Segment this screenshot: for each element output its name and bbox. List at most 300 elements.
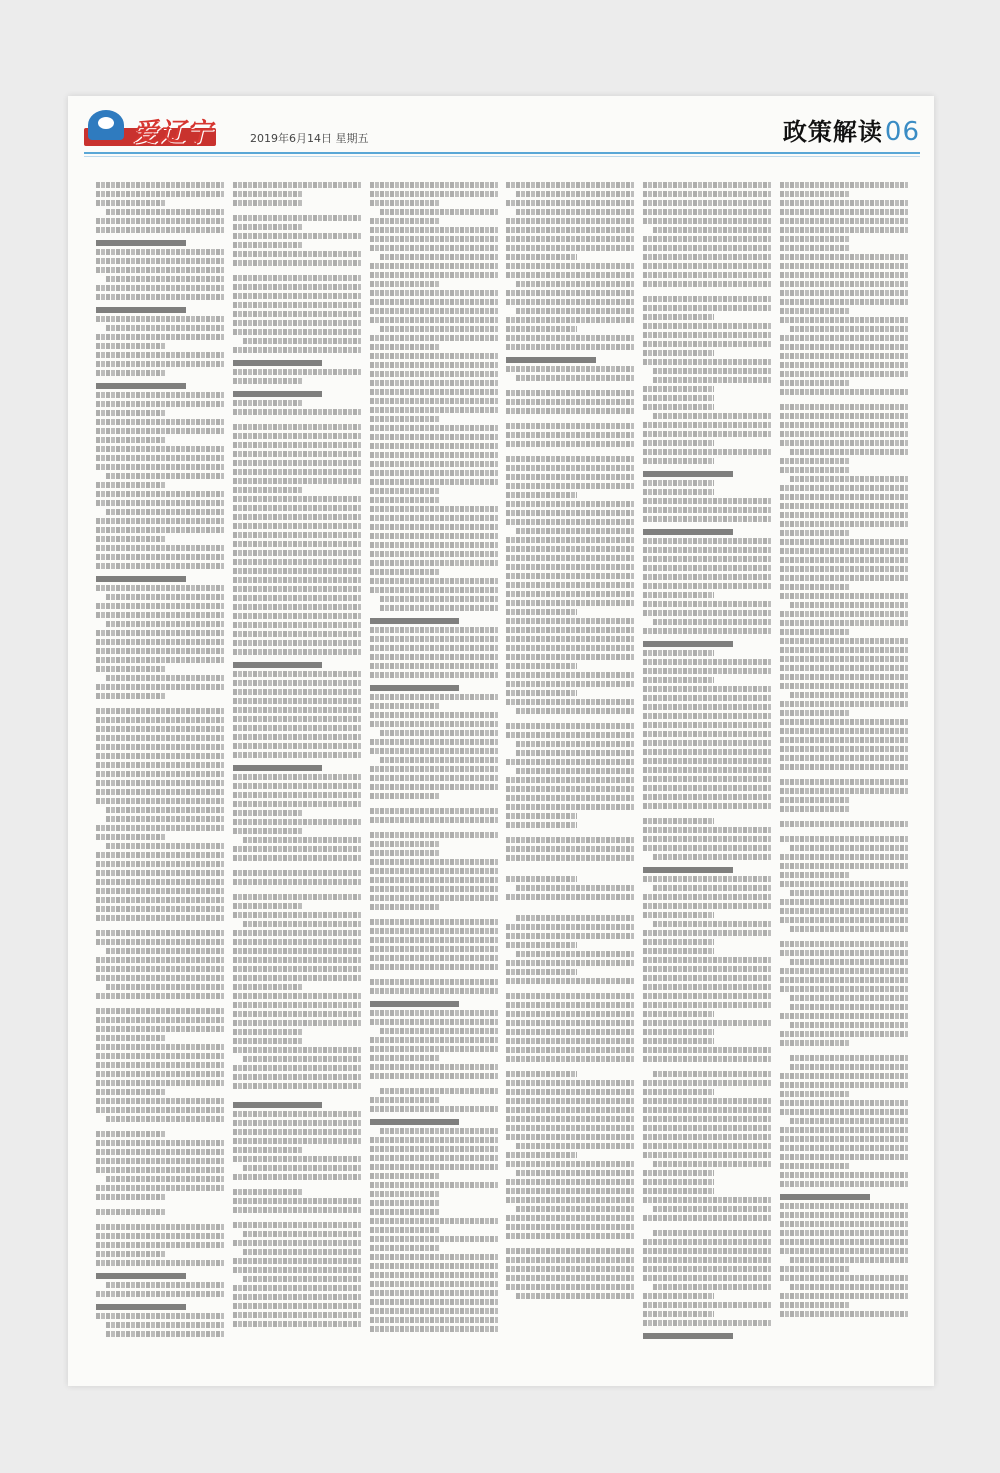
text-line xyxy=(370,362,498,368)
text-line xyxy=(233,1083,361,1089)
text-line xyxy=(233,469,361,475)
text-line xyxy=(643,628,771,634)
text-line xyxy=(780,629,850,635)
text-line xyxy=(653,1284,771,1290)
text-line xyxy=(370,694,498,700)
text-line xyxy=(233,284,361,290)
text-line xyxy=(96,639,224,645)
text-line xyxy=(96,930,224,936)
text-line xyxy=(643,1215,771,1221)
text-line xyxy=(780,1239,908,1245)
text-line xyxy=(506,1233,634,1239)
text-line xyxy=(370,645,498,651)
text-line xyxy=(643,507,771,513)
text-line xyxy=(643,1011,713,1017)
text-line xyxy=(233,1240,361,1246)
text-line xyxy=(506,786,634,792)
text-line xyxy=(370,979,498,985)
text-line xyxy=(96,798,224,804)
text-line xyxy=(780,779,908,785)
text-line xyxy=(780,986,908,992)
text-line xyxy=(643,281,771,287)
text-line xyxy=(96,1242,224,1248)
subheading-line xyxy=(233,1102,323,1108)
text-line xyxy=(370,1308,498,1314)
text-line xyxy=(96,1017,224,1023)
text-line xyxy=(780,539,908,545)
text-line xyxy=(780,1212,908,1218)
text-line xyxy=(780,836,908,842)
text-line xyxy=(233,879,361,885)
text-line xyxy=(370,775,498,781)
text-line xyxy=(506,317,634,323)
text-line xyxy=(780,1293,908,1299)
text-line xyxy=(780,1145,908,1151)
text-line xyxy=(506,1047,634,1053)
text-line xyxy=(516,1143,634,1149)
text-line xyxy=(106,807,224,813)
text-line xyxy=(233,1189,303,1195)
text-line xyxy=(370,1254,498,1260)
text-line xyxy=(370,1272,498,1278)
text-line xyxy=(780,431,908,437)
text-line xyxy=(643,1056,771,1062)
text-line xyxy=(506,1197,634,1203)
text-line xyxy=(106,276,224,282)
text-line xyxy=(780,710,850,716)
text-line xyxy=(370,560,498,566)
text-line xyxy=(506,1056,634,1062)
text-line xyxy=(370,946,498,952)
text-line xyxy=(780,638,908,644)
text-line xyxy=(506,759,634,765)
text-line xyxy=(643,939,713,945)
text-line xyxy=(96,1251,166,1257)
text-line xyxy=(233,698,361,704)
text-line xyxy=(643,610,771,616)
text-line xyxy=(233,191,303,197)
text-line xyxy=(643,1302,771,1308)
text-line xyxy=(370,281,440,287)
text-line xyxy=(370,784,498,790)
text-line xyxy=(506,993,634,999)
text-line xyxy=(506,492,576,498)
text-line xyxy=(96,657,224,663)
text-line xyxy=(233,846,361,852)
text-line xyxy=(96,1098,224,1104)
text-line xyxy=(643,583,771,589)
text-line xyxy=(516,708,634,714)
text-line xyxy=(96,957,224,963)
text-line xyxy=(96,446,224,452)
text-line xyxy=(233,329,361,335)
text-line xyxy=(506,390,634,396)
text-line xyxy=(233,1120,361,1126)
text-line xyxy=(643,993,771,999)
text-line xyxy=(643,794,771,800)
text-line xyxy=(96,708,224,714)
text-line xyxy=(506,1134,634,1140)
text-line xyxy=(370,389,498,395)
text-line xyxy=(643,592,713,598)
text-line xyxy=(233,251,361,257)
text-line xyxy=(643,305,771,311)
text-line xyxy=(790,1022,908,1028)
text-line xyxy=(106,1282,224,1288)
text-line xyxy=(780,593,908,599)
text-line xyxy=(233,1047,361,1053)
text-line xyxy=(780,764,908,770)
text-line xyxy=(96,437,166,443)
text-line xyxy=(780,1311,908,1317)
text-line xyxy=(370,955,498,961)
text-line xyxy=(643,912,713,918)
text-line xyxy=(643,480,713,486)
subheading-line xyxy=(643,529,733,535)
section-title: 政策解读 xyxy=(782,118,883,146)
text-line xyxy=(370,1227,440,1233)
text-line xyxy=(780,746,908,752)
text-line xyxy=(516,191,634,197)
subheading-line xyxy=(506,357,596,363)
text-line xyxy=(96,735,224,741)
text-line xyxy=(506,537,634,543)
text-line xyxy=(643,785,771,791)
text-line xyxy=(233,577,361,583)
text-line xyxy=(780,728,908,734)
text-line xyxy=(233,604,361,610)
text-line xyxy=(780,380,850,386)
text-line xyxy=(370,353,498,359)
text-line xyxy=(780,1091,850,1097)
text-line xyxy=(370,1173,440,1179)
text-line xyxy=(780,1248,908,1254)
text-line xyxy=(516,1293,634,1299)
text-line xyxy=(653,1230,771,1236)
text-line xyxy=(790,476,908,482)
text-line xyxy=(233,1285,361,1291)
text-line xyxy=(370,663,498,669)
text-line xyxy=(506,399,634,405)
text-line xyxy=(643,1266,771,1272)
text-line xyxy=(780,467,850,473)
text-line xyxy=(790,1284,908,1290)
text-line xyxy=(380,254,498,260)
text-line xyxy=(233,912,361,918)
text-line xyxy=(96,603,224,609)
text-line xyxy=(780,521,908,527)
text-line xyxy=(370,904,440,910)
text-line xyxy=(653,1161,771,1167)
text-line xyxy=(506,227,634,233)
text-line xyxy=(506,942,576,948)
text-line xyxy=(506,924,634,930)
text-line xyxy=(780,1109,908,1115)
text-line xyxy=(790,326,908,332)
text-line xyxy=(643,565,771,571)
newspaper-page xyxy=(68,96,934,1386)
text-line xyxy=(96,726,224,732)
text-line xyxy=(96,200,166,206)
text-line xyxy=(96,717,224,723)
text-line xyxy=(780,272,908,278)
text-line xyxy=(370,895,498,901)
text-line xyxy=(643,489,713,495)
text-line xyxy=(643,272,771,278)
text-line xyxy=(380,757,498,763)
text-line xyxy=(643,431,771,437)
text-line xyxy=(780,620,908,626)
text-line xyxy=(370,817,498,823)
text-line xyxy=(233,1029,303,1035)
text-line xyxy=(96,428,224,434)
text-line xyxy=(370,1055,440,1061)
text-line xyxy=(506,335,634,341)
text-line xyxy=(96,334,224,340)
text-line xyxy=(370,1064,498,1070)
article-columns xyxy=(96,182,908,1362)
text-line xyxy=(643,1188,713,1194)
text-line xyxy=(643,876,771,882)
text-line xyxy=(233,1321,361,1327)
text-line xyxy=(96,554,224,560)
text-line xyxy=(780,353,908,359)
text-line xyxy=(370,1073,498,1079)
text-line xyxy=(506,1284,634,1290)
text-line xyxy=(506,777,634,783)
text-line xyxy=(96,1080,224,1086)
text-line xyxy=(780,719,908,725)
text-line xyxy=(370,407,498,413)
text-line xyxy=(370,317,498,323)
text-line xyxy=(233,1011,361,1017)
text-line xyxy=(643,449,771,455)
text-line xyxy=(370,470,498,476)
text-line xyxy=(643,1089,713,1095)
text-line xyxy=(506,344,634,350)
text-line xyxy=(96,630,224,636)
text-line xyxy=(233,810,303,816)
text-line xyxy=(516,528,634,534)
text-line xyxy=(96,1089,166,1095)
subheading-line xyxy=(96,307,186,313)
text-line xyxy=(370,703,440,709)
text-line xyxy=(370,712,498,718)
text-line xyxy=(643,803,771,809)
text-line xyxy=(370,832,498,838)
text-line xyxy=(643,200,771,206)
text-line xyxy=(96,771,224,777)
text-line xyxy=(96,191,224,197)
text-line xyxy=(506,1125,634,1131)
text-line xyxy=(506,636,634,642)
text-line xyxy=(653,921,771,927)
article-column-5 xyxy=(643,182,771,1362)
text-line xyxy=(780,1172,908,1178)
text-line xyxy=(380,605,498,611)
text-line xyxy=(370,1326,498,1332)
text-line xyxy=(516,308,634,314)
text-line xyxy=(370,1046,498,1052)
text-line xyxy=(96,1026,224,1032)
text-line xyxy=(233,200,303,206)
text-line xyxy=(233,783,361,789)
text-line xyxy=(643,827,771,833)
text-line xyxy=(506,272,634,278)
text-line xyxy=(643,1239,771,1245)
text-line xyxy=(643,1170,713,1176)
subheading-line xyxy=(370,685,460,691)
text-line xyxy=(96,870,224,876)
text-line xyxy=(780,755,908,761)
subheading-line xyxy=(233,360,323,366)
text-line xyxy=(643,957,771,963)
text-line xyxy=(233,1207,361,1213)
text-line xyxy=(96,518,224,524)
text-line xyxy=(780,881,908,887)
text-line xyxy=(96,1008,224,1014)
text-line xyxy=(790,995,908,1001)
text-line xyxy=(780,182,908,188)
text-line xyxy=(233,1156,361,1162)
text-line xyxy=(96,392,224,398)
text-line xyxy=(780,872,850,878)
text-line xyxy=(106,984,224,990)
header-rule xyxy=(84,152,920,154)
text-line xyxy=(653,368,771,374)
text-line xyxy=(780,1100,908,1106)
text-line xyxy=(233,819,361,825)
text-line xyxy=(643,659,771,665)
text-line xyxy=(96,419,224,425)
text-line xyxy=(370,1209,440,1215)
text-line xyxy=(96,182,224,188)
text-line xyxy=(643,984,771,990)
text-line xyxy=(643,1107,771,1113)
text-line xyxy=(506,432,634,438)
text-line xyxy=(380,596,498,602)
text-line xyxy=(516,951,634,957)
article-column-2 xyxy=(233,182,361,1362)
article-column-3 xyxy=(370,182,498,1362)
text-line xyxy=(96,343,166,349)
text-line xyxy=(506,245,634,251)
text-line xyxy=(643,236,771,242)
text-line xyxy=(506,1152,576,1158)
text-line xyxy=(370,766,498,772)
text-line xyxy=(370,1236,498,1242)
text-line xyxy=(96,684,224,690)
text-line xyxy=(643,1152,771,1158)
text-line xyxy=(506,1038,634,1044)
text-line xyxy=(643,386,713,392)
text-line xyxy=(233,433,361,439)
text-line xyxy=(233,680,361,686)
text-line xyxy=(643,314,713,320)
text-line xyxy=(96,1044,224,1050)
text-line xyxy=(233,1074,361,1080)
text-line xyxy=(233,613,361,619)
text-line xyxy=(506,1029,634,1035)
text-line xyxy=(106,816,224,822)
text-line xyxy=(506,723,634,729)
text-line xyxy=(370,1281,498,1287)
text-line xyxy=(106,675,224,681)
text-line xyxy=(643,245,771,251)
article-column-4 xyxy=(506,182,634,1362)
text-line xyxy=(506,582,634,588)
text-line xyxy=(96,693,166,699)
text-line xyxy=(790,1118,908,1124)
text-line xyxy=(370,398,498,404)
text-line xyxy=(653,885,771,891)
text-line xyxy=(370,654,498,660)
text-line xyxy=(96,1260,224,1266)
text-line xyxy=(506,510,634,516)
text-line xyxy=(643,458,713,464)
text-line xyxy=(780,950,908,956)
text-line xyxy=(370,1299,498,1305)
text-line xyxy=(233,559,361,565)
text-line xyxy=(96,294,224,300)
text-line xyxy=(233,975,361,981)
text-line xyxy=(370,937,498,943)
text-line xyxy=(506,732,634,738)
text-line xyxy=(653,619,771,625)
text-line xyxy=(233,347,361,353)
text-line xyxy=(96,861,224,867)
text-line xyxy=(506,200,634,206)
text-line xyxy=(96,401,224,407)
text-line xyxy=(96,648,224,654)
text-line xyxy=(780,656,908,662)
text-line xyxy=(233,1002,361,1008)
text-line xyxy=(790,959,908,965)
text-line xyxy=(370,1037,498,1043)
text-line xyxy=(506,1002,634,1008)
text-line xyxy=(370,672,498,678)
text-line xyxy=(370,308,498,314)
text-line xyxy=(516,885,634,891)
text-line xyxy=(790,1055,908,1061)
text-line xyxy=(233,716,361,722)
subheading-line xyxy=(96,1304,186,1310)
text-line xyxy=(516,768,634,774)
text-line xyxy=(780,290,908,296)
text-line xyxy=(370,1245,440,1251)
text-line xyxy=(643,749,771,755)
text-line xyxy=(780,440,908,446)
text-line xyxy=(780,512,908,518)
text-line xyxy=(506,699,634,705)
text-line xyxy=(506,254,576,260)
text-line xyxy=(643,440,713,446)
text-line xyxy=(780,254,908,260)
text-line xyxy=(96,410,166,416)
text-line xyxy=(370,443,498,449)
text-line xyxy=(780,1302,850,1308)
text-line xyxy=(780,557,908,563)
text-line xyxy=(96,825,224,831)
text-line xyxy=(370,964,498,970)
text-line xyxy=(643,776,771,782)
text-line xyxy=(233,568,361,574)
text-line xyxy=(643,903,771,909)
text-line xyxy=(106,209,224,215)
text-line xyxy=(233,369,361,375)
text-line xyxy=(233,930,361,936)
text-line xyxy=(96,753,224,759)
